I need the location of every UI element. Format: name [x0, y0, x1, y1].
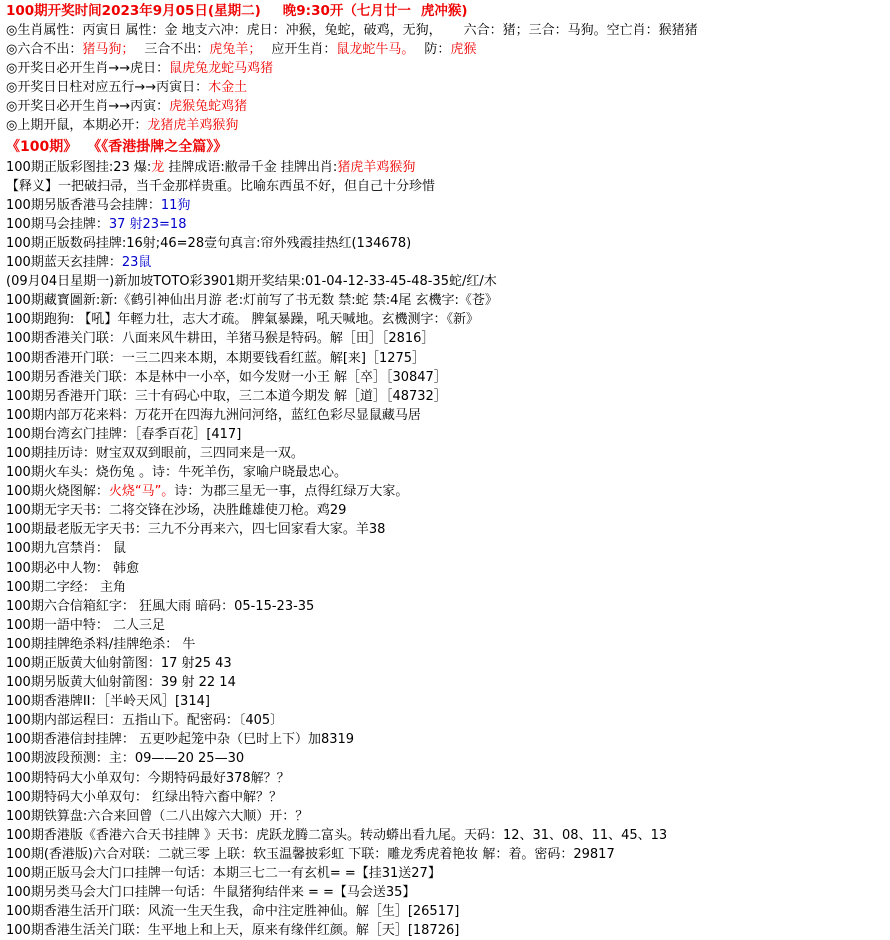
row-temadaxiao1 — [6, 769, 886, 788]
row-guapai-seg-0: 100期正版彩图挂:23 — [6, 159, 134, 175]
draw-time-clash: 虎冲猴) — [420, 3, 468, 19]
row-temadaxiao2-seg-0: 100期特码大小单双句： 红绿出特六畜中解？？ — [6, 789, 282, 805]
section-title-name: 《《香港掛牌之全篇》》 — [87, 138, 228, 155]
row-mahuidamen1 — [6, 864, 886, 883]
row-kaimenlian1-seg-0: 100期香港开门联：一三二四来本期，本期要钱看红蓝。解[来]［1275］ — [6, 350, 426, 366]
row-wuzitianshu-seg-0: 100期无字天书：二将交锋在沙场，决胜雌雄使刀枪。鸡29 — [6, 503, 347, 519]
row-kaimenlian2-seg-0: 100期另香港开门联：三十有码心中取，三二本道今期发 解［道］［48732］ — [6, 388, 447, 404]
row-guapai-seg-1: 爆: — [133, 159, 152, 175]
row-mahuiguapai-seg-0: 100期马会挂牌： — [6, 216, 109, 232]
row-zuilaoban-seg-0: 100期最老版无字天书：三九不分再来六，四七回家看大家。羊38 — [6, 522, 386, 538]
zodiac-line-3 — [6, 59, 886, 78]
row-neibuyuncheng-seg-0: 100期内部运程曰：五指山下。配密码：〔405〕 — [6, 713, 284, 729]
row-toto-seg-0: (09月04日星期一)新加坡TOTO彩3901期开奖结果:01-04-12-33-45-48-35蛇/红/木 — [6, 274, 497, 290]
zodiac-attr-text: ◎生肖属性：丙寅日 属性：金 地支六冲：虎日：冲猴，兔蛇，破鸡，无狗， — [6, 23, 442, 38]
row-huochetou — [6, 463, 886, 482]
row-xianggangpai2 — [6, 692, 886, 711]
yingkai-value: 鼠龙蛇牛马。 — [336, 42, 415, 58]
row-gualishi — [6, 444, 886, 463]
row-neibu-wanhua-seg-0: 100期内部万花来料：万花开在四海九洲问河络，蓝红色彩尽显鼠藏马居 — [6, 407, 421, 423]
row-liuhexinxiang-seg-0: 100期六合信箱紅字： 狂風大雨 暗码：05-15-23-35 — [6, 598, 315, 614]
row-taiwan-seg-0: 100期台湾玄门挂牌：［春季百花］[417] — [6, 426, 242, 442]
last-draw-label: ◎上期开鼠，本期必开： — [6, 118, 148, 134]
must-open-value-1: 鼠虎兔龙蛇马鸡猪 — [169, 61, 274, 77]
row-gualishi-seg-0: 100期挂历诗：财宝双双到眼前，三四同来是一双。 — [6, 445, 304, 461]
row-paogou-seg-0: 100期跑狗: 【吼】年輕力壮，志大才疏。 脾氣暴躁，吼天喊地。玄機测字：《新》 — [6, 312, 479, 328]
row-shenghuoguanmen — [6, 921, 886, 940]
must-open-label-2: ◎开奖日必开生肖→→丙寅： — [6, 99, 170, 115]
fang-value: 虎猴 — [450, 42, 477, 58]
sanhe-value: 虎兔羊； — [209, 42, 262, 58]
row-shuma — [6, 234, 886, 253]
row-huoshao-seg-0: 100期火烧图解： — [6, 484, 109, 500]
row-xinfeng-seg-0: 100期香港信封挂牌： 五更吵起笼中杂（巳时上下）加8319 — [6, 732, 355, 748]
row-mahuidamen2 — [6, 883, 886, 902]
row-xianggangmahui-seg-1: 11狗 — [160, 197, 191, 213]
content-rows — [6, 158, 886, 940]
row-shiyi-seg-0: 【释义】一把破扫帚，当千金那样贵重。比喻东西虽不好，但自己十分珍惜 — [6, 178, 436, 194]
row-shenghuoguanmen-seg-0: 100期香港生活关门联：生平地上和上天，原来有缘伴红颜。解［天］[18726] — [6, 923, 460, 939]
row-huangdaxian2 — [6, 673, 886, 692]
wuxing-label: ◎开奖日日柱对应五行→→丙寅日： — [6, 80, 209, 96]
row-shuma-seg-0: 100期正版数码挂牌:16射;46=28壹句真言:帘外残霞挂热红(134678) — [6, 235, 412, 251]
row-huangdaxian1 — [6, 654, 886, 673]
row-guapai — [6, 158, 886, 177]
row-wuzitianshu — [6, 501, 886, 520]
section-title — [6, 137, 886, 158]
row-yiyuzhongte — [6, 616, 886, 635]
row-tianshuguapai — [6, 826, 886, 845]
yingkai-label: 应开生肖： — [271, 42, 337, 58]
row-neibuyuncheng — [6, 711, 886, 730]
zodiac-line-4 — [6, 78, 886, 97]
row-erzijing — [6, 578, 886, 597]
row-bodu-seg-0: 100期波段预测：主：09——20 25—30 — [6, 751, 245, 767]
row-toto — [6, 272, 886, 291]
row-tianshuguapai-seg-0: 100期香港版《香港六合天书挂牌 》天书：虎跃龙腾二富头。转动蟒出看九尾。天码：12、31、08、11、45、13 — [6, 827, 668, 843]
must-open-label-1: ◎开奖日必开生肖→→虎日： — [6, 61, 170, 77]
zodiac-combine-text: 六合：猪；三合：马狗。空亡肖：猴猪猪 — [463, 23, 698, 38]
row-guapai-seg-2: 龙 — [151, 159, 165, 175]
row-guanmenlian1 — [6, 329, 886, 348]
row-guapaijuesha-seg-0: 100期挂牌绝杀料/挂牌绝杀： 牛 — [6, 636, 196, 652]
row-shenghuokaimen — [6, 902, 886, 921]
row-paogou — [6, 310, 886, 329]
zodiac-line-2 — [6, 40, 886, 59]
row-shiyi — [6, 177, 886, 196]
row-guanmenlian2 — [6, 368, 886, 387]
row-huangdaxian2-seg-0: 100期另版黄大仙射箭图：39 射 22 14 — [6, 675, 236, 691]
liuhe-value: 猪马狗； — [82, 42, 135, 58]
row-guapai-seg-3: 挂牌成语:敝帚千金 挂牌出肖: — [164, 159, 338, 175]
row-taiwan — [6, 425, 886, 444]
row-guanmenlian2-seg-0: 100期另香港关门联：本是林中一小卒，如今发财一小王 解［卒］［30847］ — [6, 369, 447, 385]
row-shenghuokaimen-seg-0: 100期香港生活开门联：风流一生天生我，命中注定胜神仙。解［生］[26517] — [6, 904, 460, 920]
last-draw-value: 龙猪虎羊鸡猴狗 — [147, 118, 239, 134]
row-huoshao-seg-2: 诗：为郡三星无一事，点得红绿万大家。 — [174, 484, 409, 500]
row-liuhexinxiang — [6, 597, 886, 616]
draw-time-hour: 晚9:30开（七月廿一 — [282, 3, 411, 19]
row-jiugong — [6, 539, 886, 558]
row-mahuidamen2-seg-0: 100期另类马会大门口挂牌一句话：牛鼠猪狗结伴来 = =【马会送35】 — [6, 885, 416, 901]
row-lantian-seg-0: 100期蓝天玄挂牌： — [6, 255, 122, 271]
draw-time-header — [6, 2, 886, 21]
row-xianggangmahui — [6, 196, 886, 215]
row-neibu-wanhua — [6, 406, 886, 425]
wuxing-value: 木金土 — [208, 80, 248, 96]
row-lantian — [6, 253, 886, 272]
row-huoshao — [6, 482, 886, 501]
draw-time-date: 100期开奖时间2023年9月05日(星期二) — [6, 3, 261, 19]
row-cangbao — [6, 291, 886, 310]
row-mahuiguapai — [6, 215, 886, 234]
sanhe-label: 三合不出： — [144, 42, 210, 58]
row-bodu — [6, 749, 886, 768]
row-guapai-seg-4: 猪虎羊鸡猴狗 — [337, 159, 416, 175]
row-cangbao-seg-0: 100期藏寳圖新:新:《鹤引神仙出月游 老:灯前写了书无数 禁:蛇 禁:4尾 玄機字:《苍》 — [6, 293, 498, 309]
row-temadaxiao1-seg-0: 100期特码大小单双句：今期特码最好378解？？ — [6, 770, 290, 786]
row-guapaijuesha — [6, 635, 886, 654]
row-tiesuanpan-seg-0: 100期铁算盘:六合来回曾（二八出嫁六大顺）开：？ — [6, 808, 309, 824]
row-temadaxiao2 — [6, 788, 886, 807]
row-erzijing-seg-0: 100期二字经： 主角 — [6, 579, 126, 595]
row-liuheduitianshu — [6, 845, 886, 864]
row-xinfeng — [6, 730, 886, 749]
row-kaimenlian2 — [6, 387, 886, 406]
row-xianggangmahui-seg-0: 100期另版香港马会挂牌： — [6, 197, 161, 213]
row-yiyuzhongte-seg-0: 100期一語中特： 二人三足 — [6, 617, 165, 633]
row-guanmenlian1-seg-0: 100期香港关门联：八面来风牛耕田，羊猪马猴是特码。解［田］［2816］ — [6, 331, 435, 347]
row-bizhongren — [6, 559, 886, 578]
row-jiugong-seg-0: 100期九宫禁肖： 鼠 — [6, 541, 126, 557]
row-tiesuanpan — [6, 807, 886, 826]
row-mahuiguapai-seg-1: 37 射23=18 — [108, 216, 187, 232]
zodiac-line-1 — [6, 21, 886, 40]
row-huochetou-seg-0: 100期火车头：烧伤兔 。诗：牛死羊伤，家喻户晓最忠心。 — [6, 465, 347, 481]
row-zuilaoban — [6, 520, 886, 539]
zodiac-line-6 — [6, 116, 886, 135]
row-huangdaxian1-seg-0: 100期正版黄大仙射箭图：17 射25 43 — [6, 656, 232, 671]
row-huoshao-seg-1: 火烧“马”。 — [108, 484, 175, 500]
liuhe-label: ◎六合不出： — [6, 42, 83, 58]
row-xianggangpai2-seg-0: 100期香港牌II：［半岭天风］[314] — [6, 694, 210, 710]
section-title-issue: 《100期》 — [6, 138, 78, 155]
row-liuheduitianshu-seg-0: 100期(香港版)六合对联：二就三零 上联：软玉温馨披彩虹 下联：雕龙秀虎着艳妆 解：着。密码：29817 — [6, 846, 615, 862]
row-mahuidamen1-seg-0: 100期正版马会大门口挂牌一句话：本期三七二一有玄机= =【挂31送27】 — [6, 866, 441, 882]
row-lantian-seg-1: 23鼠 — [121, 255, 152, 271]
fang-label: 防： — [424, 42, 451, 58]
row-kaimenlian1 — [6, 349, 886, 368]
zodiac-line-5 — [6, 97, 886, 116]
row-bizhongren-seg-0: 100期必中人物： 韩愈 — [6, 560, 139, 576]
must-open-value-2: 虎猴兔蛇鸡猪 — [169, 99, 248, 115]
